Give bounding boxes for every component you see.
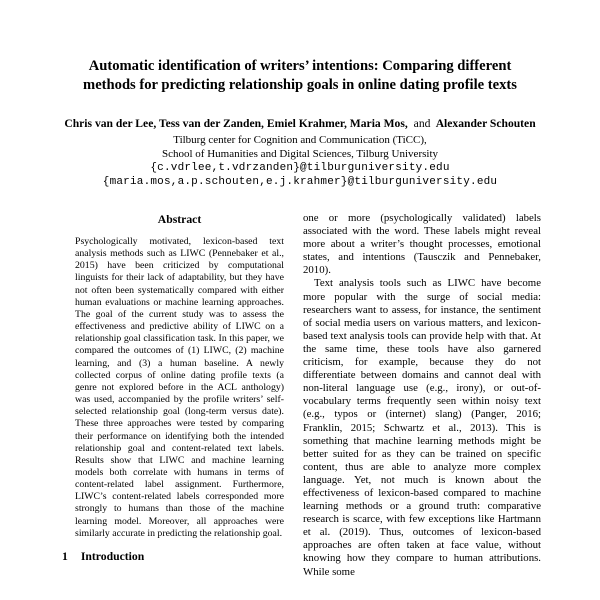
- author-line: [0, 117, 600, 131]
- section-number: 1: [62, 549, 68, 563]
- abstract-heading: Abstract: [157, 213, 202, 226]
- left-column: [62, 213, 297, 563]
- paper-title-line-1: Automatic identification of writers’ intentions: Comparing different: [88, 58, 512, 74]
- author-connector: and: [413, 117, 431, 130]
- body-paragraph-1: one or more (psychologically validated) labels associated with the word. These labels might reveal more about a writer’s thought processes, emotional states, and intentions (Tausczik and Pennebaker, 2010).: [303, 212, 541, 277]
- body-paragraph-2: Text analysis tools such as LIWC have become more popular with the surge of social media: researchers want to assess, for instance, the sentiment of social media users on various matters, and lexicon-based text analysis tools can provide help with that. At the same time, these tools have also garnered criticism, for example, because they do not differentiate between domains and cannot deal with non-literal language use (e.g., irony), or out-of-vocabulary terms frequently seen within noisy text (e.g., typos or (internet) slang) (Panger, 2016; Franklin, 2015; Schwartz et al., 2013). This is something that machine learning methods might be better suited for as they can be trained on specific content, thus are able to analyze more complex language. Yet, not much is known about the effectiveness of lexicon-based compared to machine learning methods or a ground truth: comparative research is scarce, with few exceptions like Hartmann et al. (2019). Thus, outcomes of lexicon-based approaches are often taken at face value, without knowing how they compare to human attributions. While some: [303, 277, 541, 578]
- email-line-1: {c.vdrlee,t.vdrzanden}@tilburguniversity.edu: [150, 162, 450, 174]
- paper-title: [60, 57, 540, 95]
- section-title: Introduction: [80, 549, 145, 563]
- email-line-2: {maria.mos,a.p.schouten,e.j.krahmer}@tilburguniversity.edu: [102, 176, 498, 189]
- author-names-group-2: Alexander Schouten: [435, 117, 536, 130]
- paper-header: [0, 0, 600, 189]
- affiliation-line-1: Tilburg center for Cognition and Communication (TiCC),: [173, 134, 427, 146]
- section-heading-introduction: [62, 550, 297, 563]
- abstract-text: Psychologically motivated, lexicon-based text analysis methods such as LIWC (Pennebaker et al., 2015) have been criticized by computational linguists for their lack of adaptability, but they have not often been systematically compared with either human evaluations or machine learning approaches. The goal of the current study was to assess the effectiveness and predictive ability of LIWC on a relationship goal classification task. In this paper, we compared the outcomes of (1) LIWC, (2) machine learning, and (3) a human baseline. A newly collected corpus of online dating profile texts (a genre not explored before in the ACL anthology) was used, accompanied by the profile writers’ self-selected relationship goal (long-term versus date). These three approaches were tested by comparing their performance on identifying both the intended relationship goal and content-related text labels. Results show that LIWC and machine learning models both correlate with humans in terms of content-related label assignment. Furthermore, LIWC’s content-related labels corresponded more strongly to humans than those of the machine learning model. Moreover, all approaches were similarly accurate in predicting the relationship goal.: [75, 236, 284, 539]
- right-column: [303, 212, 541, 579]
- affiliation-line-2: School of Humanities and Digital Sciences, Tilburg University: [162, 147, 438, 160]
- author-names-group-1: Chris van der Lee, Tess van der Zanden, Emiel Krahmer, Maria Mos,: [64, 117, 408, 130]
- paper-title-line-2: methods for predicting relationship goals in online dating profile texts: [83, 77, 517, 93]
